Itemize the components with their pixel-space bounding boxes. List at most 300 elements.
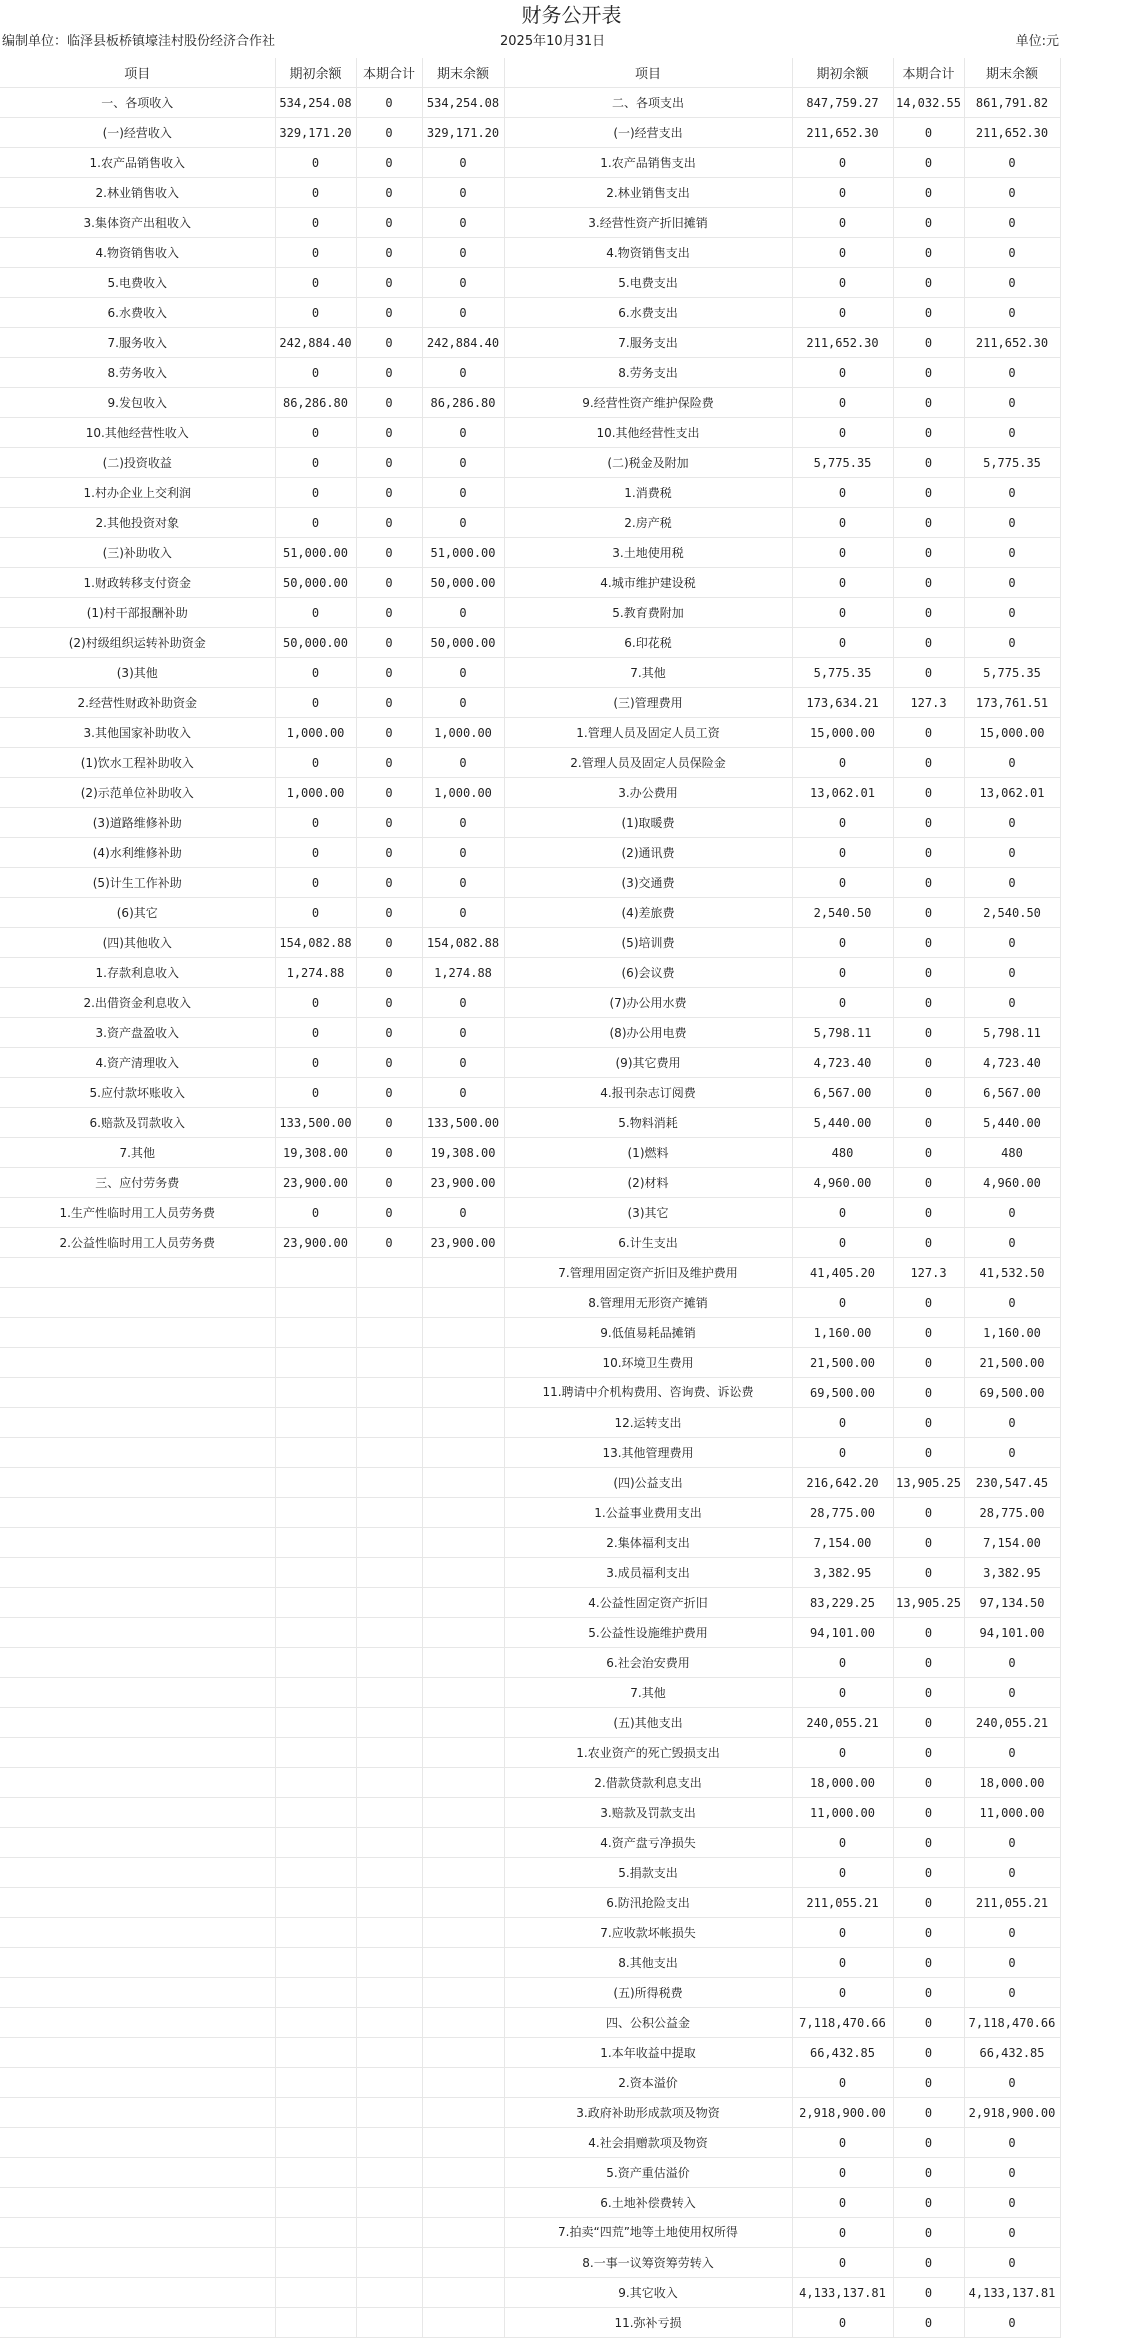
header-cell: 期末余额 bbox=[422, 58, 504, 88]
value-cell: 0 bbox=[792, 298, 893, 328]
table-row bbox=[0, 1798, 1060, 1828]
value-cell: 0 bbox=[275, 268, 356, 298]
value-cell: 0 bbox=[893, 1798, 964, 1828]
value-cell: 0 bbox=[893, 898, 964, 928]
value-cell: 0 bbox=[964, 238, 1060, 268]
item-cell: 四、公积公益金 bbox=[504, 2008, 792, 2038]
item-cell: (3)其他 bbox=[0, 658, 275, 688]
item-cell bbox=[0, 1858, 275, 1888]
value-cell: 0 bbox=[893, 2008, 964, 2038]
value-cell: 0 bbox=[356, 1018, 422, 1048]
item-cell: 2.林业销售支出 bbox=[504, 178, 792, 208]
value-cell: 0 bbox=[422, 808, 504, 838]
value-cell: 0 bbox=[964, 298, 1060, 328]
value-cell: 0 bbox=[356, 418, 422, 448]
table-row bbox=[0, 2278, 1060, 2308]
value-cell: 0 bbox=[275, 808, 356, 838]
value-cell: 0 bbox=[792, 868, 893, 898]
item-cell: 1.存款利息收入 bbox=[0, 958, 275, 988]
table-row bbox=[0, 928, 1060, 958]
item-cell: (3)交通费 bbox=[504, 868, 792, 898]
value-cell: 1,160.00 bbox=[792, 1318, 893, 1348]
value-cell: 242,884.40 bbox=[275, 328, 356, 358]
value-cell: 0 bbox=[356, 508, 422, 538]
item-cell: 2.林业销售收入 bbox=[0, 178, 275, 208]
value-cell: 5,798.11 bbox=[964, 1018, 1060, 1048]
value-cell: 0 bbox=[792, 928, 893, 958]
value-cell: 0 bbox=[792, 1288, 893, 1318]
value-cell: 0 bbox=[792, 238, 893, 268]
item-cell bbox=[0, 2008, 275, 2038]
value-cell bbox=[275, 2038, 356, 2068]
item-cell: 1.生产性临时用工人员劳务费 bbox=[0, 1198, 275, 1228]
value-cell: 127.3 bbox=[893, 688, 964, 718]
value-cell bbox=[356, 1258, 422, 1288]
value-cell: 0 bbox=[893, 1978, 964, 2008]
item-cell bbox=[0, 1678, 275, 1708]
item-cell bbox=[0, 2068, 275, 2098]
value-cell: 66,432.85 bbox=[792, 2038, 893, 2068]
item-cell bbox=[0, 1318, 275, 1348]
item-cell: 7.其他 bbox=[504, 1678, 792, 1708]
item-cell: 4.物资销售收入 bbox=[0, 238, 275, 268]
value-cell: 1,000.00 bbox=[422, 718, 504, 748]
value-cell bbox=[422, 1858, 504, 1888]
value-cell: 133,500.00 bbox=[275, 1108, 356, 1138]
value-cell: 13,905.25 bbox=[893, 1468, 964, 1498]
value-cell: 0 bbox=[422, 658, 504, 688]
value-cell bbox=[275, 1948, 356, 1978]
table-row bbox=[0, 1198, 1060, 1228]
value-cell: 861,791.82 bbox=[964, 88, 1060, 118]
value-cell: 13,905.25 bbox=[893, 1588, 964, 1618]
value-cell bbox=[356, 1978, 422, 2008]
table-row bbox=[0, 88, 1060, 118]
table-row bbox=[0, 2188, 1060, 2218]
value-cell: 0 bbox=[356, 778, 422, 808]
value-cell: 0 bbox=[356, 328, 422, 358]
value-cell: 0 bbox=[422, 1078, 504, 1108]
item-cell bbox=[0, 1378, 275, 1408]
value-cell: 0 bbox=[792, 988, 893, 1018]
value-cell: 23,900.00 bbox=[275, 1228, 356, 1258]
value-cell: 0 bbox=[964, 358, 1060, 388]
item-cell: 6.水费收入 bbox=[0, 298, 275, 328]
page-title: 财务公开表 bbox=[521, 3, 622, 27]
value-cell: 0 bbox=[792, 358, 893, 388]
table-row bbox=[0, 1558, 1060, 1588]
value-cell: 0 bbox=[893, 1888, 964, 1918]
value-cell bbox=[356, 2308, 422, 2338]
value-cell: 0 bbox=[893, 538, 964, 568]
value-cell: 242,884.40 bbox=[422, 328, 504, 358]
value-cell: 0 bbox=[792, 388, 893, 418]
item-cell bbox=[0, 1618, 275, 1648]
table-row bbox=[0, 1138, 1060, 1168]
item-cell: 3.资产盘盈收入 bbox=[0, 1018, 275, 1048]
value-cell: 0 bbox=[792, 2188, 893, 2218]
value-cell: 11,000.00 bbox=[964, 1798, 1060, 1828]
value-cell: 0 bbox=[893, 2128, 964, 2158]
value-cell: 2,918,900.00 bbox=[792, 2098, 893, 2128]
item-cell bbox=[0, 2158, 275, 2188]
value-cell: 0 bbox=[422, 178, 504, 208]
table-row bbox=[0, 2038, 1060, 2068]
value-cell: 0 bbox=[792, 628, 893, 658]
value-cell: 11,000.00 bbox=[792, 1798, 893, 1828]
value-cell bbox=[422, 1768, 504, 1798]
value-cell bbox=[422, 1348, 504, 1378]
value-cell bbox=[356, 1708, 422, 1738]
value-cell: 0 bbox=[422, 1048, 504, 1078]
item-cell: 2.管理人员及固定人员保险金 bbox=[504, 748, 792, 778]
value-cell: 4,960.00 bbox=[964, 1168, 1060, 1198]
item-cell: 1.农业资产的死亡毁损支出 bbox=[504, 1738, 792, 1768]
value-cell: 0 bbox=[356, 1048, 422, 1078]
table-row bbox=[0, 1828, 1060, 1858]
value-cell: 0 bbox=[964, 838, 1060, 868]
value-cell: 0 bbox=[893, 1708, 964, 1738]
value-cell bbox=[356, 2128, 422, 2158]
value-cell bbox=[356, 2278, 422, 2308]
table-row bbox=[0, 1948, 1060, 1978]
value-cell bbox=[422, 1288, 504, 1318]
value-cell: 0 bbox=[356, 538, 422, 568]
value-cell bbox=[275, 1348, 356, 1378]
value-cell bbox=[422, 1648, 504, 1678]
item-cell bbox=[0, 1948, 275, 1978]
item-cell bbox=[0, 1288, 275, 1318]
value-cell: 0 bbox=[275, 148, 356, 178]
value-cell: 0 bbox=[356, 898, 422, 928]
value-cell bbox=[356, 1798, 422, 1828]
value-cell: 0 bbox=[964, 1438, 1060, 1468]
item-cell: (一)经营收入 bbox=[0, 118, 275, 148]
item-cell: 8.一事一议筹资筹劳转入 bbox=[504, 2248, 792, 2278]
value-cell: 0 bbox=[964, 808, 1060, 838]
value-cell: 211,652.30 bbox=[792, 118, 893, 148]
table-row bbox=[0, 658, 1060, 688]
table-row bbox=[0, 1498, 1060, 1528]
value-cell: 4,133,137.81 bbox=[792, 2278, 893, 2308]
value-cell bbox=[356, 2038, 422, 2068]
value-cell: 0 bbox=[275, 478, 356, 508]
item-cell: (二)税金及附加 bbox=[504, 448, 792, 478]
table-row bbox=[0, 1918, 1060, 1948]
value-cell bbox=[275, 1768, 356, 1798]
value-cell bbox=[356, 1918, 422, 1948]
value-cell: 0 bbox=[893, 2038, 964, 2068]
value-cell: 0 bbox=[964, 268, 1060, 298]
value-cell bbox=[275, 1708, 356, 1738]
value-cell: 0 bbox=[893, 1738, 964, 1768]
table-row bbox=[0, 748, 1060, 778]
value-cell bbox=[356, 2098, 422, 2128]
value-cell bbox=[275, 2098, 356, 2128]
value-cell: 0 bbox=[893, 1438, 964, 1468]
value-cell: 0 bbox=[275, 1198, 356, 1228]
item-cell: 11.弥补亏损 bbox=[504, 2308, 792, 2338]
table-row bbox=[0, 298, 1060, 328]
value-cell: 0 bbox=[422, 448, 504, 478]
item-cell bbox=[0, 2038, 275, 2068]
value-cell: 0 bbox=[792, 2248, 893, 2278]
value-cell: 847,759.27 bbox=[792, 88, 893, 118]
value-cell: 0 bbox=[893, 418, 964, 448]
value-cell: 0 bbox=[964, 1978, 1060, 2008]
value-cell bbox=[275, 1648, 356, 1678]
value-cell: 3,382.95 bbox=[792, 1558, 893, 1588]
item-cell: 4.公益性固定资产折旧 bbox=[504, 1588, 792, 1618]
value-cell bbox=[275, 1888, 356, 1918]
value-cell: 154,082.88 bbox=[275, 928, 356, 958]
value-cell: 23,900.00 bbox=[275, 1168, 356, 1198]
value-cell: 0 bbox=[792, 418, 893, 448]
value-cell bbox=[275, 1528, 356, 1558]
item-cell: 6.赔款及罚款收入 bbox=[0, 1108, 275, 1138]
value-cell: 21,500.00 bbox=[792, 1348, 893, 1378]
value-cell: 0 bbox=[893, 1018, 964, 1048]
value-cell: 0 bbox=[893, 358, 964, 388]
value-cell: 0 bbox=[275, 868, 356, 898]
value-cell: 97,134.50 bbox=[964, 1588, 1060, 1618]
value-cell: 0 bbox=[893, 1318, 964, 1348]
item-cell: 6.水费支出 bbox=[504, 298, 792, 328]
value-cell: 0 bbox=[275, 508, 356, 538]
value-cell: 7,154.00 bbox=[792, 1528, 893, 1558]
value-cell bbox=[275, 1858, 356, 1888]
value-cell: 0 bbox=[964, 2068, 1060, 2098]
value-cell bbox=[422, 1738, 504, 1768]
item-cell: (2)示范单位补助收入 bbox=[0, 778, 275, 808]
value-cell: 0 bbox=[792, 1228, 893, 1258]
table-row bbox=[0, 688, 1060, 718]
item-cell: 10.其他经营性支出 bbox=[504, 418, 792, 448]
item-cell: (9)其它费用 bbox=[504, 1048, 792, 1078]
value-cell: 230,547.45 bbox=[964, 1468, 1060, 1498]
value-cell bbox=[356, 1468, 422, 1498]
value-cell: 0 bbox=[422, 868, 504, 898]
value-cell: 0 bbox=[792, 1198, 893, 1228]
value-cell: 0 bbox=[964, 628, 1060, 658]
value-cell: 83,229.25 bbox=[792, 1588, 893, 1618]
table-row bbox=[0, 1348, 1060, 1378]
value-cell bbox=[275, 1408, 356, 1438]
value-cell bbox=[422, 2008, 504, 2038]
item-cell: 4.社会捐赠款项及物资 bbox=[504, 2128, 792, 2158]
table-row bbox=[0, 238, 1060, 268]
value-cell: 0 bbox=[964, 1738, 1060, 1768]
item-cell: (2)村级组织运转补助资金 bbox=[0, 628, 275, 658]
value-cell bbox=[356, 1678, 422, 1708]
value-cell bbox=[356, 1618, 422, 1648]
value-cell: 4,133,137.81 bbox=[964, 2278, 1060, 2308]
value-cell: 0 bbox=[792, 748, 893, 778]
item-cell: (五)所得税费 bbox=[504, 1978, 792, 2008]
value-cell: 0 bbox=[964, 148, 1060, 178]
item-cell: (一)经营支出 bbox=[504, 118, 792, 148]
header-cell: 本期合计 bbox=[356, 58, 422, 88]
value-cell bbox=[275, 1678, 356, 1708]
item-cell: (5)计生工作补助 bbox=[0, 868, 275, 898]
value-cell: 0 bbox=[893, 598, 964, 628]
item-cell: 2.经营性财政补助资金 bbox=[0, 688, 275, 718]
value-cell: 0 bbox=[356, 598, 422, 628]
value-cell: 211,652.30 bbox=[964, 328, 1060, 358]
value-cell: 0 bbox=[422, 508, 504, 538]
value-cell: 0 bbox=[792, 538, 893, 568]
value-cell: 0 bbox=[893, 1528, 964, 1558]
value-cell: 0 bbox=[422, 1018, 504, 1048]
item-cell: 6.土地补偿费转入 bbox=[504, 2188, 792, 2218]
value-cell: 41,405.20 bbox=[792, 1258, 893, 1288]
value-cell: 0 bbox=[893, 658, 964, 688]
item-cell: 6.社会治安费用 bbox=[504, 1648, 792, 1678]
value-cell: 0 bbox=[275, 688, 356, 718]
value-cell bbox=[422, 2188, 504, 2218]
item-cell: (五)其他支出 bbox=[504, 1708, 792, 1738]
item-cell: (四)公益支出 bbox=[504, 1468, 792, 1498]
item-cell bbox=[0, 1798, 275, 1828]
value-cell: 0 bbox=[964, 208, 1060, 238]
table-row bbox=[0, 898, 1060, 928]
value-cell: 0 bbox=[356, 1138, 422, 1168]
item-cell: 9.发包收入 bbox=[0, 388, 275, 418]
value-cell: 0 bbox=[893, 478, 964, 508]
value-cell: 5,775.35 bbox=[964, 448, 1060, 478]
item-cell: 5.捐款支出 bbox=[504, 1858, 792, 1888]
item-cell: (1)村干部报酬补助 bbox=[0, 598, 275, 628]
table-row bbox=[0, 1618, 1060, 1648]
value-cell: 0 bbox=[893, 1498, 964, 1528]
item-cell: 7.管理用固定资产折旧及维护费用 bbox=[504, 1258, 792, 1288]
value-cell bbox=[356, 1378, 422, 1408]
value-cell: 28,775.00 bbox=[792, 1498, 893, 1528]
value-cell bbox=[275, 2218, 356, 2248]
value-cell: 0 bbox=[893, 328, 964, 358]
value-cell bbox=[422, 1828, 504, 1858]
value-cell bbox=[422, 2308, 504, 2338]
value-cell: 0 bbox=[792, 838, 893, 868]
item-cell bbox=[0, 1348, 275, 1378]
item-cell bbox=[0, 1438, 275, 1468]
value-cell: 0 bbox=[893, 2188, 964, 2218]
item-cell: 7.服务收入 bbox=[0, 328, 275, 358]
value-cell: 0 bbox=[356, 868, 422, 898]
value-cell: 0 bbox=[422, 478, 504, 508]
value-cell: 0 bbox=[964, 2218, 1060, 2248]
item-cell: 6.计生支出 bbox=[504, 1228, 792, 1258]
value-cell bbox=[275, 2308, 356, 2338]
value-cell bbox=[275, 2158, 356, 2188]
item-cell bbox=[0, 1888, 275, 1918]
value-cell: 173,761.51 bbox=[964, 688, 1060, 718]
item-cell: (7)办公用水费 bbox=[504, 988, 792, 1018]
value-cell: 0 bbox=[275, 238, 356, 268]
finance-table bbox=[0, 58, 1060, 2338]
value-cell: 0 bbox=[356, 298, 422, 328]
value-cell: 0 bbox=[792, 1828, 893, 1858]
value-cell: 0 bbox=[893, 2248, 964, 2278]
value-cell: 0 bbox=[964, 1948, 1060, 1978]
table-row bbox=[0, 1018, 1060, 1048]
value-cell: 0 bbox=[893, 1678, 964, 1708]
value-cell: 0 bbox=[964, 988, 1060, 1018]
value-cell: 0 bbox=[792, 1678, 893, 1708]
value-cell: 480 bbox=[792, 1138, 893, 1168]
value-cell: 154,082.88 bbox=[422, 928, 504, 958]
item-cell: 9.经营性资产维护保险费 bbox=[504, 388, 792, 418]
value-cell: 0 bbox=[964, 1828, 1060, 1858]
item-cell bbox=[0, 1648, 275, 1678]
value-cell bbox=[356, 2068, 422, 2098]
value-cell: 0 bbox=[893, 1078, 964, 1108]
value-cell: 0 bbox=[893, 1348, 964, 1378]
value-cell: 0 bbox=[275, 298, 356, 328]
value-cell: 0 bbox=[275, 598, 356, 628]
value-cell: 0 bbox=[964, 568, 1060, 598]
item-cell: 3.办公费用 bbox=[504, 778, 792, 808]
value-cell: 0 bbox=[893, 178, 964, 208]
value-cell: 0 bbox=[964, 478, 1060, 508]
value-cell: 0 bbox=[792, 208, 893, 238]
value-cell: 0 bbox=[275, 448, 356, 478]
value-cell: 0 bbox=[964, 1858, 1060, 1888]
value-cell: 1,274.88 bbox=[275, 958, 356, 988]
value-cell bbox=[422, 1528, 504, 1558]
table-row bbox=[0, 838, 1060, 868]
table-row bbox=[0, 1888, 1060, 1918]
value-cell: 19,308.00 bbox=[422, 1138, 504, 1168]
value-cell: 0 bbox=[893, 2068, 964, 2098]
item-cell: 1.公益事业费用支出 bbox=[504, 1498, 792, 1528]
value-cell: 1,160.00 bbox=[964, 1318, 1060, 1348]
table-row bbox=[0, 1168, 1060, 1198]
value-cell: 0 bbox=[964, 958, 1060, 988]
value-cell: 0 bbox=[964, 1228, 1060, 1258]
table-row bbox=[0, 1318, 1060, 1348]
value-cell: 0 bbox=[792, 1858, 893, 1888]
value-cell bbox=[422, 1618, 504, 1648]
value-cell: 240,055.21 bbox=[964, 1708, 1060, 1738]
value-cell: 50,000.00 bbox=[422, 568, 504, 598]
item-cell: (2)通讯费 bbox=[504, 838, 792, 868]
value-cell bbox=[356, 1288, 422, 1318]
value-cell bbox=[422, 2128, 504, 2158]
value-cell bbox=[356, 1318, 422, 1348]
value-cell bbox=[275, 1438, 356, 1468]
table-row bbox=[0, 1858, 1060, 1888]
value-cell bbox=[422, 1978, 504, 2008]
value-cell: 86,286.80 bbox=[275, 388, 356, 418]
value-cell: 534,254.08 bbox=[275, 88, 356, 118]
value-cell: 28,775.00 bbox=[964, 1498, 1060, 1528]
item-cell: 7.拍卖“四荒”地等土地使用权所得 bbox=[504, 2218, 792, 2248]
value-cell: 0 bbox=[964, 1918, 1060, 1948]
value-cell: 0 bbox=[356, 988, 422, 1018]
value-cell: 0 bbox=[356, 388, 422, 418]
value-cell: 0 bbox=[356, 688, 422, 718]
value-cell: 0 bbox=[964, 1288, 1060, 1318]
item-cell: 10.环境卫生费用 bbox=[504, 1348, 792, 1378]
value-cell: 0 bbox=[422, 298, 504, 328]
value-cell bbox=[275, 1378, 356, 1408]
value-cell bbox=[422, 1888, 504, 1918]
value-cell: 0 bbox=[893, 1948, 964, 1978]
value-cell: 0 bbox=[422, 208, 504, 238]
value-cell: 0 bbox=[356, 208, 422, 238]
value-cell: 0 bbox=[893, 1378, 964, 1408]
